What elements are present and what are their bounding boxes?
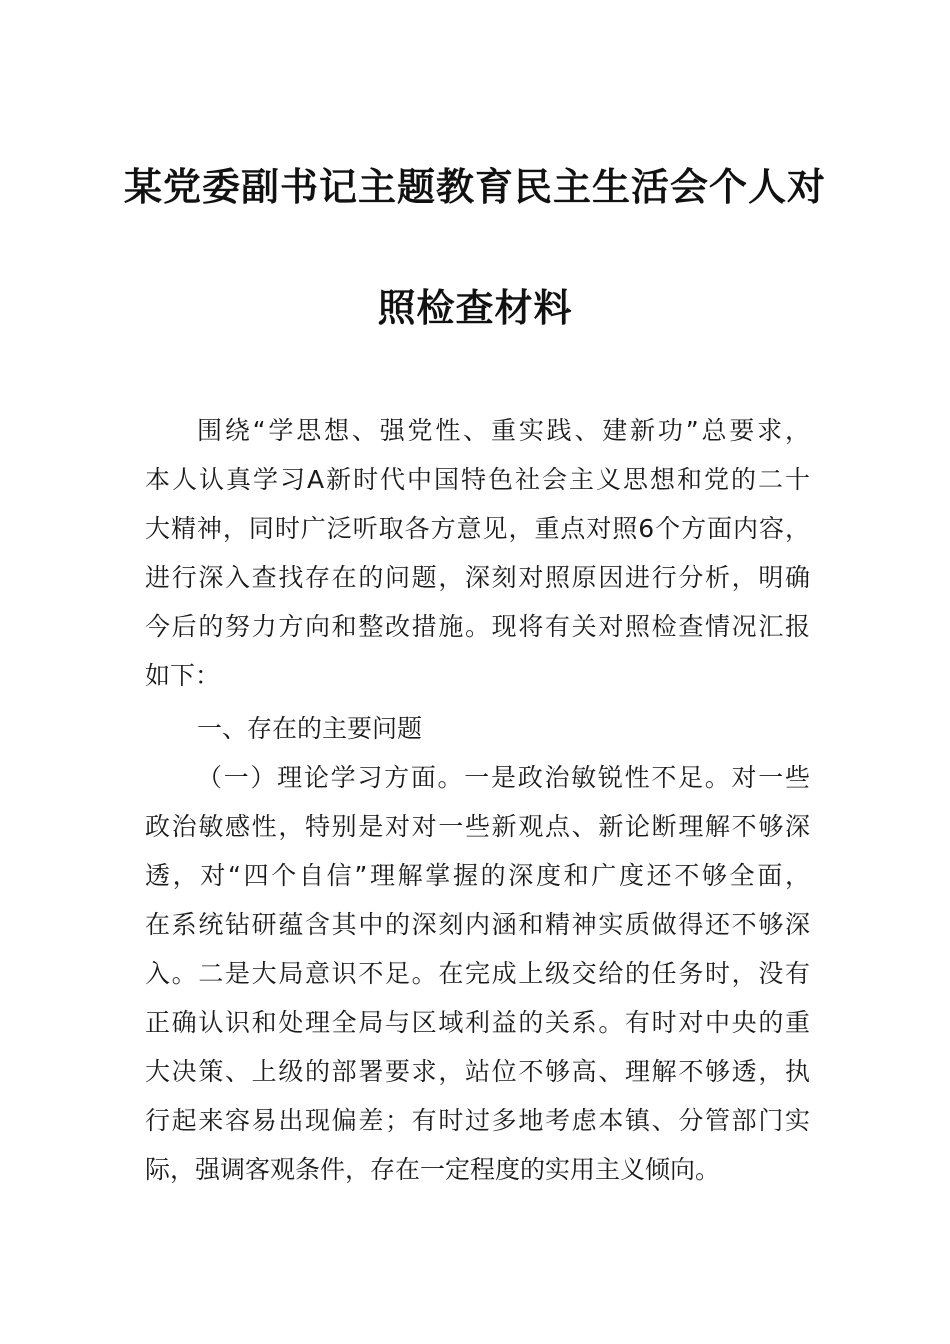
section-heading-text: 一、存在的主要问题 [197,714,423,743]
paragraph-line: 大决策、上级的部署要求，站位不够高、理解不够透，执 [145,1057,810,1086]
paragraph-line: 进行深入查找存在的问题，深刻对照原因进行分析，明确 [145,563,810,592]
paragraph-line: 如下： [145,661,221,690]
paragraph-line: 透，对“四个自信”理解掌握的深度和广度还不够全面， [145,861,810,890]
theory-study-paragraph [145,753,810,1194]
paragraph-line: 今后的努力方向和整改措施。现将有关对照检查情况汇报 [145,612,810,641]
paragraph-line: 在系统钻研蕴含其中的深刻内涵和精神实质做得还不够深 [145,910,810,939]
intro-paragraph [145,406,810,700]
paragraph-line: 正确认识和处理全局与区域利益的关系。有时对中央的重 [145,1008,810,1037]
paragraph-line: 入。二是大局意识不足。在完成上级交给的任务时，没有 [145,959,810,988]
paragraph-line: 政治敏感性，特别是对对一些新观点、新论断理解不够深 [145,812,810,841]
document-title-line-2: 照检查材料 [377,285,573,330]
paragraph-line: （一）理论学习方面。一是政治敏锐性不足。对一些 [197,763,810,792]
paragraph-line: 际，强调客观条件，存在一定程度的实用主义倾向。 [145,1155,721,1184]
paragraph-line: 围绕“学思想、强党性、重实践、建新功”总要求， [197,416,810,445]
paragraph-line: 大精神，同时广泛听取各方意见，重点对照6个方面内容， [145,514,810,543]
section-heading [145,704,810,753]
paragraph-line: 行起来容易出现偏差；有时过多地考虑本镇、分管部门实 [145,1106,810,1135]
paragraph-line: 本人认真学习A新时代中国特色社会主义思想和党的二十 [145,465,810,494]
document-title-line-1: 某党委副书记主题教育民主生活会个人对 [123,164,826,209]
